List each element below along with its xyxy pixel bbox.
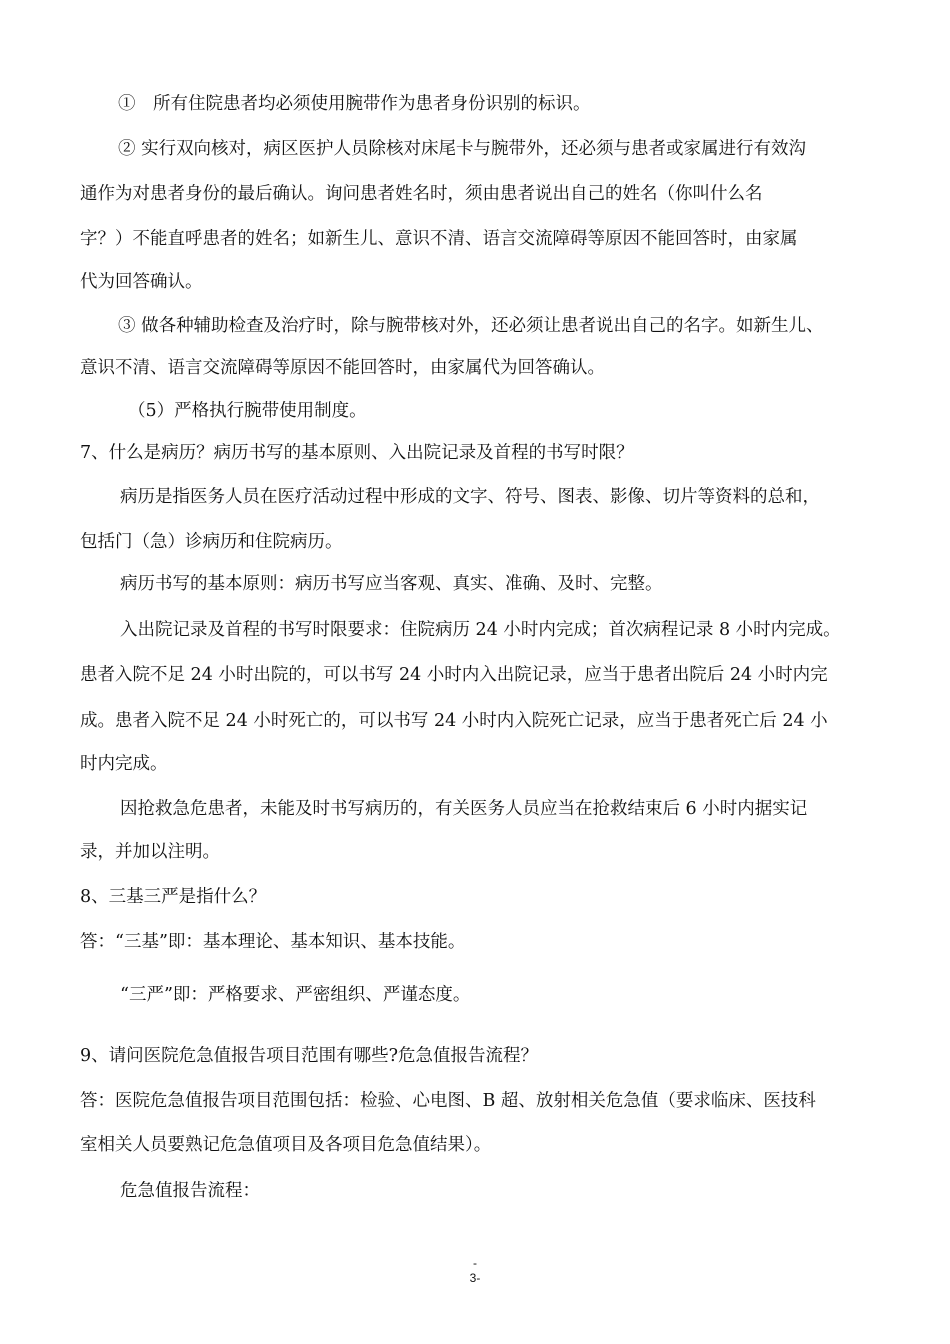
question-heading: 8、三基三严是指什么？: [80, 887, 267, 907]
text-line: 病历是指医务人员在医疗活动过程中形成的文字、符号、图表、影像、切片等资料的总和，: [120, 487, 820, 507]
text-line: 时内完成。: [80, 754, 168, 774]
text-line: 代为回答确认。: [80, 272, 203, 292]
page-number: 3-: [469, 1271, 481, 1285]
text-line: ① 所有住院患者均必须使用腕带作为患者身份识别的标识。: [118, 94, 591, 114]
text-line: 通作为对患者身份的最后确认。询问患者姓名时，须由患者说出自己的姓名（你叫什么名: [80, 184, 763, 204]
text-line: 成。患者入院不足 24 小时死亡的，可以书写 24 小时内入院死亡记录，应当于患者死亡后 24 小: [80, 711, 828, 731]
text-line: ③ 做各种辅助检查及治疗时，除与腕带核对外，还必须让患者说出自己的名字。如新生儿、: [118, 316, 824, 336]
text-line: 答：“三基”即：基本理论、基本知识、基本技能。: [80, 932, 466, 952]
text-line: “三严”即：严格要求、严密组织、严谨态度。: [120, 985, 471, 1005]
question-heading: 7、什么是病历？病历书写的基本原则、入出院记录及首程的书写时限？: [80, 443, 634, 463]
text-line: ② 实行双向核对，病区医护人员除核对床尾卡与腕带外，还必须与患者或家属进行有效沟: [118, 139, 807, 159]
question-heading: 9、请问医院危急值报告项目范围有哪些?危急值报告流程？: [80, 1046, 539, 1066]
page-marker-top: -: [473, 1256, 477, 1270]
text-line: 因抢救急危患者，未能及时书写病历的，有关医务人员应当在抢救结束后 6 小时内据实记: [120, 799, 808, 819]
text-line: 患者入院不足 24 小时出院的，可以书写 24 小时内入出院记录，应当于患者出院后 24 小时内完: [80, 665, 828, 685]
text-line: 录，并加以注明。: [80, 842, 220, 862]
text-line: 入出院记录及首程的书写时限要求：住院病历 24 小时内完成；首次病程记录 8 小时内完成。: [120, 620, 841, 640]
text-line: 答：医院危急值报告项目范围包括：检验、心电图、B 超、放射相关危急值（要求临床、医技科: [80, 1091, 816, 1111]
text-line: 室相关人员要熟记危急值项目及各项目危急值结果）。: [80, 1135, 492, 1155]
text-line: 意识不清、语言交流障碍等原因不能回答时，由家属代为回答确认。: [80, 358, 605, 378]
text-line: 字？）不能直呼患者的姓名；如新生儿、意识不清、语言交流障碍等原因不能回答时，由家属: [80, 229, 798, 249]
text-line: 病历书写的基本原则：病历书写应当客观、真实、准确、及时、完整。: [120, 574, 663, 594]
text-line: 危急值报告流程：: [120, 1181, 260, 1201]
text-line: （5）严格执行腕带使用制度。: [128, 401, 367, 421]
text-line: 包括门（急）诊病历和住院病历。: [80, 532, 343, 552]
